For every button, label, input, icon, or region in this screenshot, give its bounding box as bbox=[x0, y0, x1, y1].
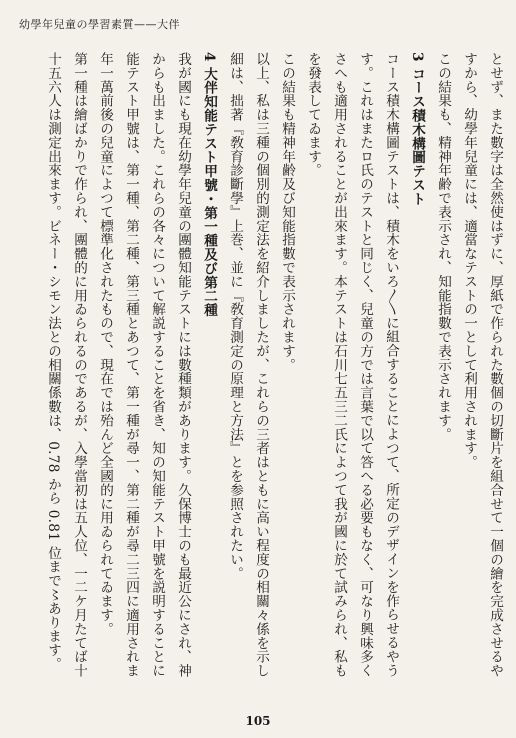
running-head: 幼學年兒童の學習素質——大伴 bbox=[19, 18, 180, 31]
section-heading: 3 コース積木構圖テスト bbox=[409, 52, 425, 206]
text-column: 以上、私は三種の個別的測定法を紹介しましたが、これらの三者はともに高い程度の相關々係を示し bbox=[253, 52, 269, 678]
text-column: すから、幼學年兒童には、適當なテストの一として利用されます。 bbox=[461, 52, 477, 469]
section-heading: 4 大伴知能テスト甲號・第一種及び第二種 bbox=[201, 52, 217, 317]
text-column: からも出ました。これらの各々について解説することを省き、知の知能テスト甲號を説明することに bbox=[149, 52, 165, 678]
text-column: を發表してゐます。 bbox=[305, 52, 321, 178]
text-column: 我が國にも現在幼學年兒童の團體知能テストには數種類があります。久保博士のも最近公にされ、神 bbox=[175, 52, 191, 678]
text-column: とせず、また數字は全然使はずに、厚紙で作られた數個の切斷片を組合せて一個の繪を完成させるや bbox=[487, 52, 503, 678]
text-column: 能テスト甲號は、第一種、第二種、第三種とあつて、第一種が尋一、第二種が尋二三四に適用されま bbox=[123, 52, 139, 678]
text-column: コース積木構圖テストは、積木をいろ〳〵に組合することによつて、所定のデザインを作らせるやう bbox=[383, 52, 399, 678]
text-column: この結果も精神年齢及び知能指數で表示されます。 bbox=[279, 52, 295, 372]
text-column: 細は、拙著『敎育診斷學』上巻、並に『敎育測定の原理と方法』とを参照されたい。 bbox=[227, 52, 243, 581]
text-column: さへも適用されることが出來ます。本テストは石川七五三二氏によつて我が國に於て試みられ、私も bbox=[331, 52, 347, 678]
text-column: す。これはまたロ氏のテストと同じく、兒童の方では言葉で以て答へる必要もなく、可なり興味多く bbox=[357, 52, 373, 678]
text-column: この結果も、精神年齢で表示され、知能指數で表示されます。 bbox=[435, 52, 451, 442]
page-number: 105 bbox=[245, 714, 271, 728]
text-column: 第一種は繪ばかりで作られ、團體的に用ゐられるのであるが、入學當初は五人位、一二ケ月たてば十 bbox=[71, 52, 87, 678]
text-column: 十五六人は測定出來ます。ビネー・シモン法との相關係數は、0.78 から 0.81 位まで〻あります。 bbox=[45, 52, 61, 671]
text-column: 年一萬前後の兒童によつて標準化されたもので、現在では殆んど全國的に用ゐられてゐます。 bbox=[97, 52, 113, 636]
